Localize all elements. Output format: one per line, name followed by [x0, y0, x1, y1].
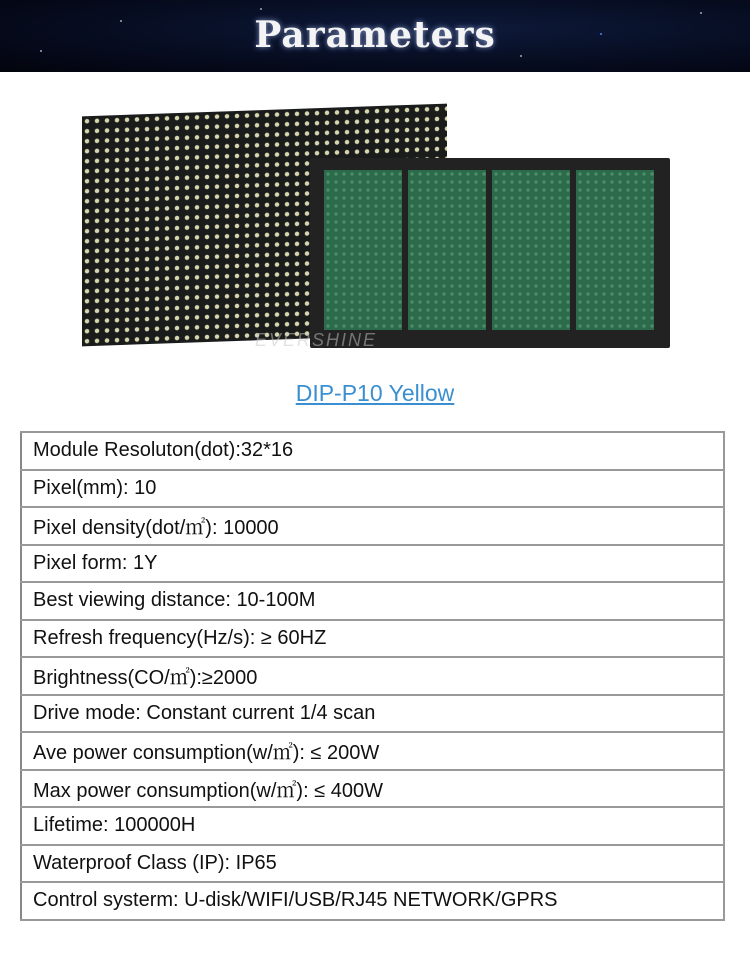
spec-cell: Brightness(CO/㎡):≥2000 — [21, 657, 724, 695]
spec-row — [21, 620, 724, 658]
spec-cell: Pixel(mm): 10 — [21, 470, 724, 508]
spec-cell: Ave power consumption(w/㎡): ≤ 200W — [21, 732, 724, 770]
spec-row — [21, 545, 724, 583]
spec-cell: Refresh frequency(Hz/s): ≥ 60HZ — [21, 620, 724, 658]
spec-cell: Module Resoluton(dot):32*16 — [21, 432, 724, 470]
spec-cell: Lifetime: 100000H — [21, 807, 724, 845]
led-module-back — [310, 158, 670, 348]
spec-row — [21, 432, 724, 470]
watermark: EVERSHINE — [255, 330, 378, 350]
product-caption-link[interactable]: DIP-P10 Yellow — [295, 380, 455, 406]
spec-cell: Max power consumption(w/㎡): ≤ 400W — [21, 770, 724, 808]
header-banner — [0, 0, 750, 72]
spec-cell: Drive mode: Constant current 1/4 scan — [21, 695, 724, 733]
spec-row — [21, 882, 724, 920]
spec-table — [20, 431, 725, 921]
spec-row — [21, 582, 724, 620]
spec-row — [21, 807, 724, 845]
spec-row — [21, 695, 724, 733]
spec-cell: Pixel density(dot/㎡): 10000 — [21, 507, 724, 545]
spec-row — [21, 470, 724, 508]
spec-cell: Waterproof Class (IP): IP65 — [21, 845, 724, 883]
spec-row — [21, 507, 724, 545]
spec-row — [21, 770, 724, 808]
spec-row — [21, 845, 724, 883]
spec-row — [21, 732, 724, 770]
spec-cell: Control systerm: U-disk/WIFI/USB/RJ45 NETWORK/GPRS — [21, 882, 724, 920]
page-title: Parameters — [254, 14, 496, 56]
spec-cell: Pixel form: 1Y — [21, 545, 724, 583]
spec-row — [21, 657, 724, 695]
spec-cell: Best viewing distance: 10-100M — [21, 582, 724, 620]
